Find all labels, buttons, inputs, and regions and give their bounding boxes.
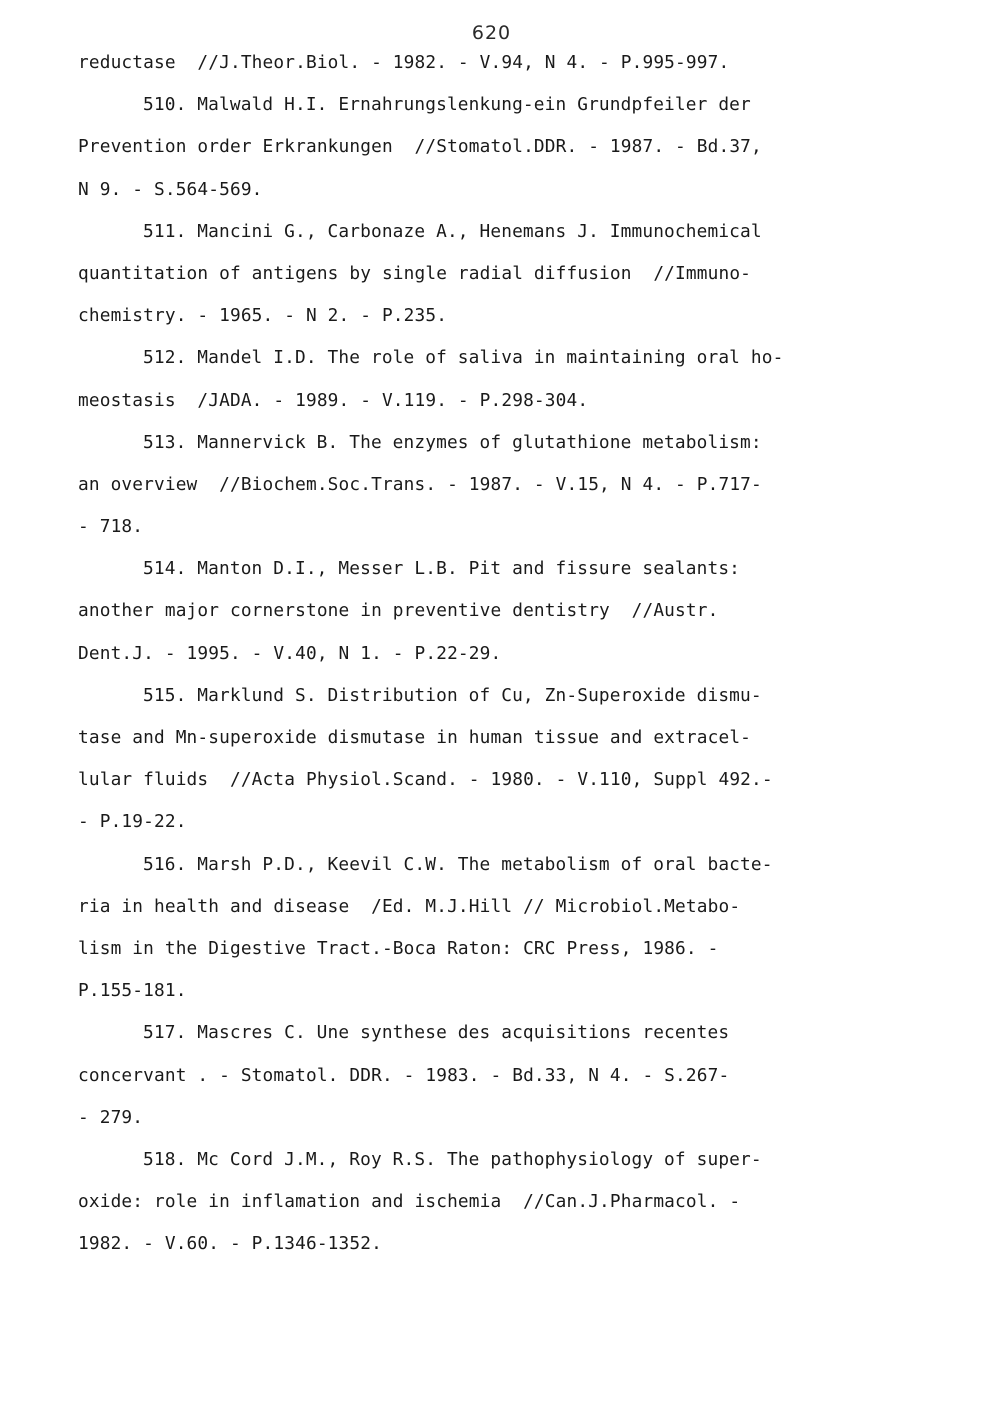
reference-line: Dent.J. - 1995. - V.40, N 1. - P.22-29. (78, 642, 502, 664)
reference-line: an overview //Biochem.Soc.Trans. - 1987. - V.15, N 4. - P.717- (78, 473, 762, 495)
reference-518: 518. Mc Cord J.M., Roy R.S. The pathophysiology of super- (143, 1148, 762, 1170)
reference-line: Prevention order Erkrankungen //Stomatol.DDR. - 1987. - Bd.37, (78, 136, 762, 158)
reference-517: 517. Mascres C. Une synthese des acquisitions recentes (143, 1022, 730, 1044)
reference-line: - 279. (78, 1106, 144, 1128)
reference-line: lular fluids //Acta Physiol.Scand. - 1980. - V.110, Suppl 492.- (78, 769, 773, 791)
reference-510: 510. Malwald H.I. Ernahrungslenkung-ein Grundpfeiler der (143, 94, 751, 116)
reference-line: 1982. - V.60. - P.1346-1352. (78, 1233, 382, 1255)
reference-line: meostasis /JADA. - 1989. - V.119. - P.298-304. (78, 389, 589, 411)
reference-line: tase and Mn-superoxide dismutase in human tissue and extracel- (78, 727, 752, 748)
reference-line: P.155-181. (78, 980, 187, 1002)
reference-line: - P.19-22. (78, 811, 187, 833)
page-number: 620 (471, 22, 512, 44)
reference-line: another major cornerstone in preventive dentistry //Austr. (78, 600, 719, 622)
reference-511: 511. Mancini G., Carbonaze A., Henemans J. Immunochemical (143, 220, 762, 242)
reference-515: 515. Marklund S. Distribution of Cu, Zn-Superoxide dismu- (143, 684, 762, 706)
reference-line: reductase //J.Theor.Biol. - 1982. - V.94, N 4. - P.995-997. (78, 52, 730, 73)
reference-line: lism in the Digestive Tract.-Boca Raton: CRC Press, 1986. - (78, 937, 719, 959)
reference-list (78, 42, 898, 1265)
reference-512: 512. Mandel I.D. The role of saliva in maintaining oral ho- (143, 347, 784, 369)
reference-line: quantitation of antigens by single radial diffusion //Immuno- (78, 262, 752, 284)
reference-line: N 9. - S.564-569. (78, 178, 263, 200)
reference-line: chemistry. - 1965. - N 2. - P.235. (78, 305, 448, 327)
reference-line: ria in health and disease /Ed. M.J.Hill // Microbiol.Metabo- (78, 895, 741, 917)
reference-line: oxide: role in inflamation and ischemia //Can.J.Pharmacol. - (78, 1191, 741, 1213)
reference-513: 513. Mannervick B. The enzymes of glutathione metabolism: (143, 431, 762, 453)
reference-line: concervant . - Stomatol. DDR. - 1983. - Bd.33, N 4. - S.267- (78, 1064, 730, 1086)
reference-514: 514. Manton D.I., Messer L.B. Pit and fissure sealants: (143, 558, 741, 580)
reference-line: - 718. (78, 516, 144, 538)
reference-516: 516. Marsh P.D., Keevil C.W. The metabolism of oral bacte- (143, 853, 773, 875)
